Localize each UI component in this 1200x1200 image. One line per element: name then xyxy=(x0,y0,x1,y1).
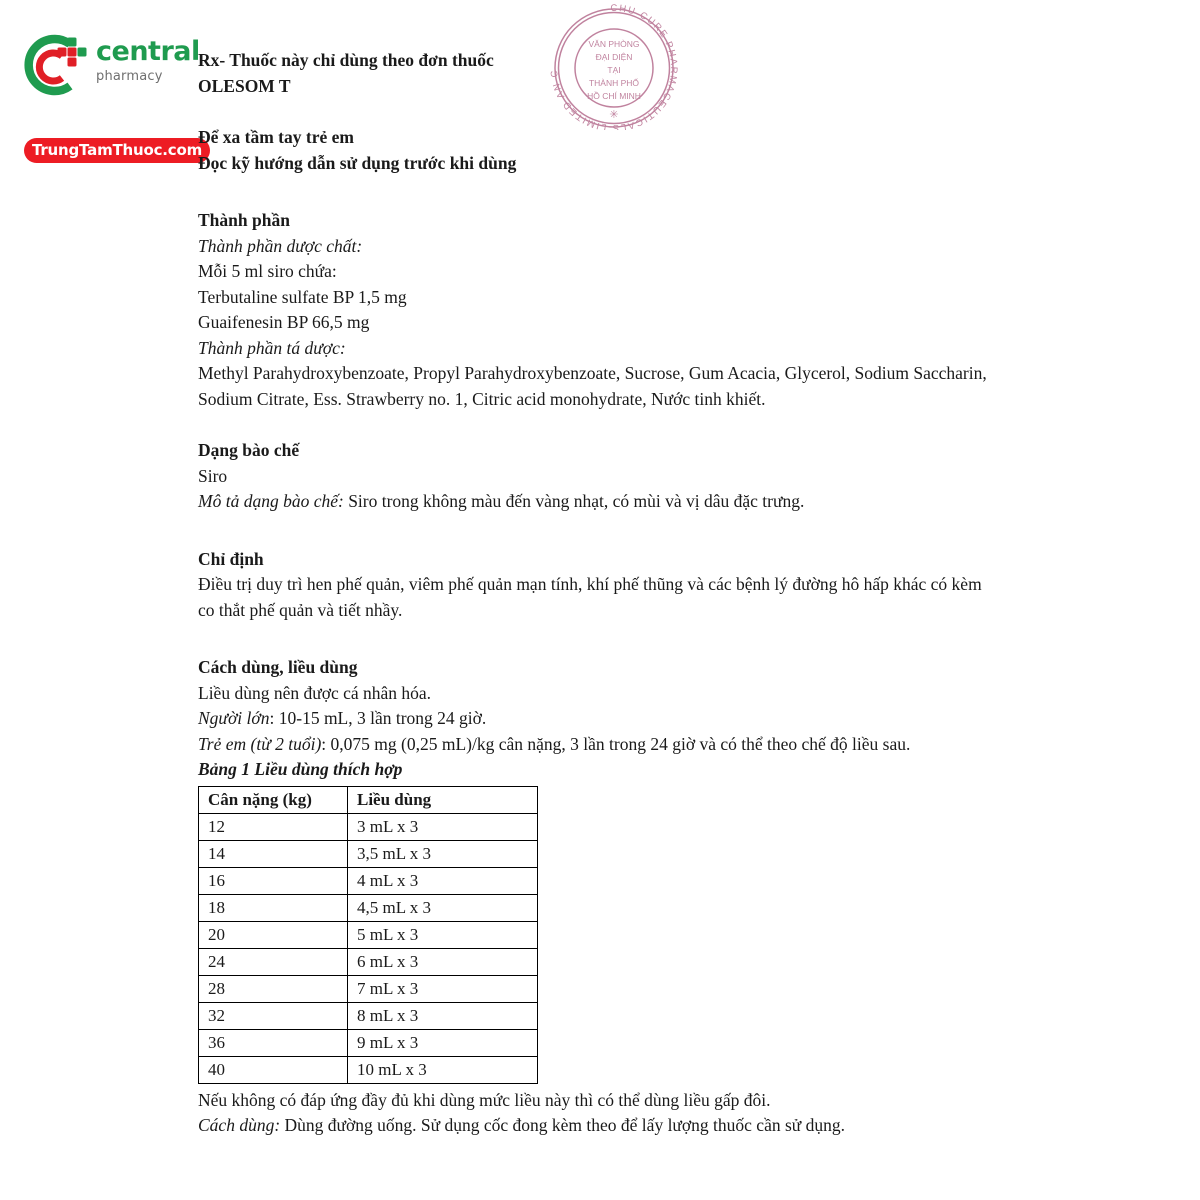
section-heading-composition: Thành phần xyxy=(198,210,290,230)
spacer xyxy=(198,412,988,438)
brand-name: central xyxy=(96,36,200,67)
cell-weight: 20 xyxy=(199,921,348,948)
cell-dose: 10 mL x 3 xyxy=(348,1056,538,1083)
section-heading-administration: Cách dùng, liều dùng xyxy=(198,657,358,677)
administration-method-label: Cách dùng: xyxy=(198,1115,281,1135)
cell-dose: 6 mL x 3 xyxy=(348,948,538,975)
administration-method-row xyxy=(198,1113,988,1139)
administration-child-label: Trẻ em (từ 2 tuổi) xyxy=(198,733,322,754)
composition-excipients: Methyl Parahydroxybenzoate, Propyl Parahydroxybenzoate, Sucrose, Gum Acacia, Glycerol, Sodium Saccharin, Sodium Citrate, Ess. Strawberry no. 1, Citric acid monohydrate, Nước tinh khiết. xyxy=(198,363,987,409)
administration-adult-label: Người lớn xyxy=(198,708,270,728)
composition-active-2: Guaifenesin BP 66,5 mg xyxy=(198,312,370,332)
administration-child-text: : 0,075 mg (0,25 mL)/kg cân nặng, 3 lần trong 24 giờ và có thể theo chế độ liều sau. xyxy=(321,733,911,754)
cell-dose: 5 mL x 3 xyxy=(348,921,538,948)
table-row xyxy=(199,1056,538,1083)
cell-weight: 18 xyxy=(199,894,348,921)
stamp-star-icon: ✳ xyxy=(609,108,619,121)
composition-active-1: Terbutaline sulfate BP 1,5 mg xyxy=(198,286,407,307)
prescription-notice: Rx- Thuốc này chỉ dùng theo đơn thuốc xyxy=(198,50,494,70)
svg-text:HỒ CHÍ MINH: HỒ CHÍ MINH xyxy=(587,91,641,101)
cell-dose: 8 mL x 3 xyxy=(348,1002,538,1029)
cell-weight: 36 xyxy=(199,1029,348,1056)
dosage-form-description-row xyxy=(198,489,988,515)
indication-text: Điều trị duy trì hen phế quản, viêm phế quản mạn tính, khí phế thũng và các bệnh lý đường hô hấp khác có kèm co thắt phế quản và tiết nhầy. xyxy=(198,574,982,620)
composition-active-label: Thành phần dược chất: xyxy=(198,235,363,256)
svg-text:ĐẠI DIỆN: ĐẠI DIỆN xyxy=(595,52,633,62)
cell-dose: 9 mL x 3 xyxy=(348,1029,538,1056)
cell-weight: 14 xyxy=(199,840,348,867)
svg-text:THÀNH PHỐ: THÀNH PHỐ xyxy=(588,78,640,88)
stamp-outer-text: CHU CURE PHARMACEUTICALS LIMITED AN C xyxy=(548,2,680,130)
dosage-form-description-label: Mô tả dạng bào chế: xyxy=(198,491,344,511)
spacer xyxy=(198,176,988,208)
svg-text:TẠI: TẠI xyxy=(607,65,621,75)
dose-note-after-table: Nếu không có đáp ứng đầy đủ khi dùng mức liều này thì có thể dùng liều gấp đôi. xyxy=(198,1089,771,1110)
table-row xyxy=(199,813,538,840)
table-row xyxy=(199,948,538,975)
table-row xyxy=(199,1002,538,1029)
svg-text:VĂN PHÒNG: VĂN PHÒNG xyxy=(588,39,640,49)
administration-method-text: Dùng đường uống. Sử dụng cốc đong kèm theo để lấy lượng thuốc cần sử dụng. xyxy=(280,1115,846,1135)
brand-wordmark xyxy=(96,38,204,83)
warning-read-leaflet: Đọc kỹ hướng dẫn sử dụng trước khi dùng xyxy=(198,152,517,173)
table-row xyxy=(199,867,538,894)
cell-weight: 16 xyxy=(199,867,348,894)
cell-dose: 3 mL x 3 xyxy=(348,813,538,840)
brand-watermark xyxy=(14,28,204,159)
cell-weight: 32 xyxy=(199,1002,348,1029)
central-pharmacy-cross-logo xyxy=(22,32,88,98)
administration-child-row xyxy=(198,732,988,758)
table-row xyxy=(199,921,538,948)
dosage-form-value: Siro xyxy=(198,465,228,486)
leaflet-body xyxy=(198,48,988,1139)
composition-basis: Mỗi 5 ml siro chứa: xyxy=(198,261,337,281)
spacer xyxy=(198,99,988,125)
site-url-label: TrungTamThuoc.com xyxy=(31,141,203,159)
column-header-dose: Liều dùng xyxy=(348,786,538,813)
section-heading-dosage-form: Dạng bào chế xyxy=(198,440,300,460)
spacer xyxy=(198,623,988,655)
administration-adult-text: : 10-15 mL, 3 lần trong 24 giờ. xyxy=(269,708,487,728)
cell-dose: 4,5 mL x 3 xyxy=(348,894,538,921)
cell-weight: 24 xyxy=(199,948,348,975)
product-name: OLESOM T xyxy=(198,75,291,96)
table-row xyxy=(199,975,538,1002)
warning-keep-away: Để xa tầm tay trẻ em xyxy=(198,127,354,147)
spacer xyxy=(198,515,988,547)
administration-adult-row xyxy=(198,706,988,732)
site-url-banner xyxy=(24,138,210,163)
table-row xyxy=(199,840,538,867)
composition-excipients-label: Thành phần tá dược: xyxy=(198,337,346,358)
dose-table-caption: Bảng 1 Liều dùng thích hợp xyxy=(198,759,403,779)
table-row xyxy=(199,894,538,921)
table-header-row xyxy=(199,786,538,813)
cell-dose: 7 mL x 3 xyxy=(348,975,538,1002)
cell-dose: 4 mL x 3 xyxy=(348,867,538,894)
dosage-form-description-text: Siro trong không màu đến vàng nhạt, có mùi và vị dâu đặc trưng. xyxy=(343,491,805,511)
cell-dose: 3,5 mL x 3 xyxy=(348,840,538,867)
cell-weight: 28 xyxy=(199,975,348,1002)
brand-subtitle: pharmacy xyxy=(96,69,163,84)
dosage-table xyxy=(198,786,538,1084)
cell-weight: 40 xyxy=(199,1056,348,1083)
table-row xyxy=(199,1029,538,1056)
administration-intro: Liều dùng nên được cá nhân hóa. xyxy=(198,682,432,703)
cell-weight: 12 xyxy=(199,813,348,840)
section-heading-indication: Chỉ định xyxy=(198,548,264,569)
column-header-weight: Cân nặng (kg) xyxy=(199,786,348,813)
